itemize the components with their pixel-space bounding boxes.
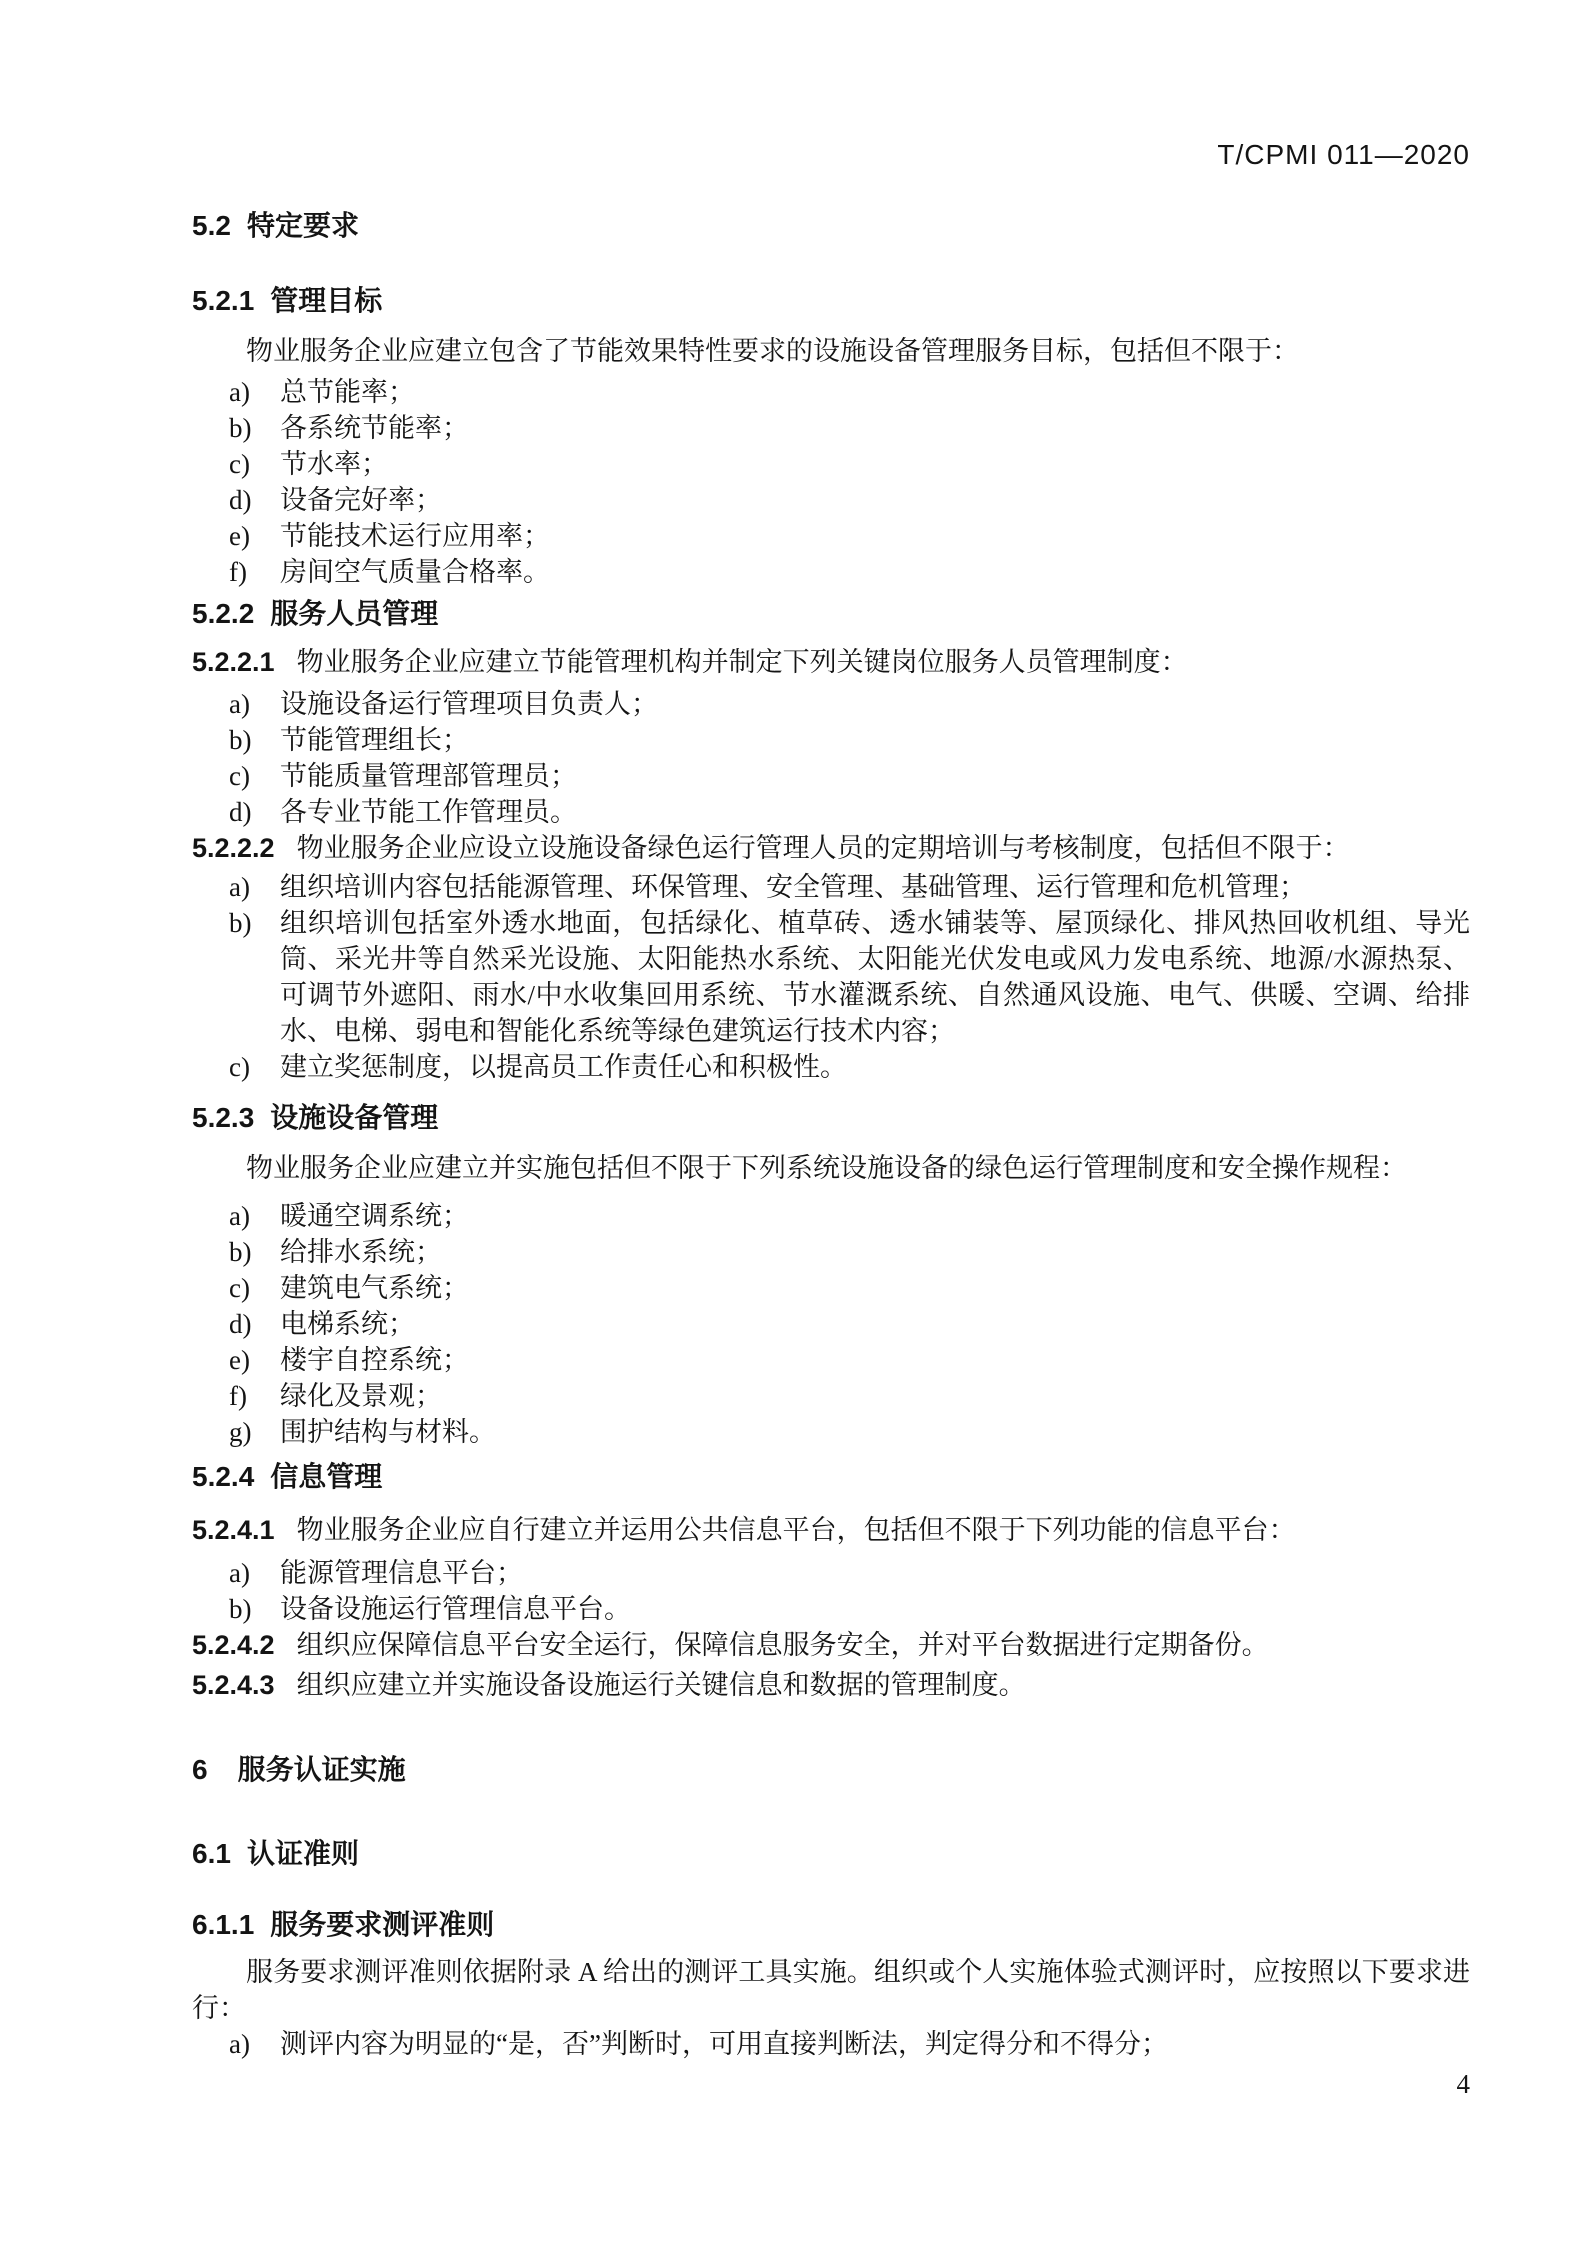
- list-item-text: 房间空气质量合格率。: [280, 557, 550, 587]
- list-item-label: b): [229, 908, 252, 938]
- list-item-label: d): [229, 797, 252, 827]
- list-item: [192, 1414, 1470, 1450]
- list-item-text: 绿化及景观；: [280, 1381, 442, 1411]
- list-item-text: 节能质量管理部管理员；: [280, 761, 577, 791]
- paragraph: 服务要求测评准则依据附录 A 给出的测评工具实施。组织或个人实施体验式测评时，应按照以下要求进行：: [192, 1957, 1470, 2023]
- section-number: 5.2.4: [192, 1461, 255, 1492]
- section-heading-6-1-1: [192, 1907, 1470, 1943]
- list-item: [192, 1049, 1470, 1085]
- list-item-text: 围护结构与材料。: [280, 1417, 496, 1447]
- list-5-2-2-1: [192, 686, 1470, 830]
- clause-5-2-2-1: [192, 644, 1470, 680]
- list-item-text: 电梯系统；: [280, 1309, 415, 1339]
- list-item-label: a): [229, 2029, 250, 2059]
- list-item: [192, 758, 1470, 794]
- list-item-label: b): [229, 1594, 252, 1624]
- list-item-text: 能源管理信息平台；: [280, 1558, 523, 1588]
- list-item-label: f): [229, 557, 247, 587]
- chapter-number: 6: [192, 1754, 208, 1785]
- list-item-label: c): [229, 761, 250, 791]
- list-item-text: 给排水系统；: [280, 1237, 442, 1267]
- list-item: [192, 722, 1470, 758]
- list-item-text: 总节能率；: [280, 377, 415, 407]
- list-item-text: 设备设施运行管理信息平台。: [280, 1594, 631, 1624]
- list-item-text: 节能管理组长；: [280, 725, 469, 755]
- section-heading-5-2-1: [192, 283, 1470, 319]
- clause-5-2-4-1: [192, 1512, 1470, 1548]
- list-item-label: a): [229, 377, 250, 407]
- list-item-label: b): [229, 725, 252, 755]
- list-item-label: d): [229, 485, 252, 515]
- clause-number: 5.2.2.1: [192, 647, 275, 677]
- list-item: [192, 554, 1470, 590]
- list-item: [192, 374, 1470, 410]
- list-5-2-3: [192, 1198, 1470, 1450]
- clause-text: 物业服务企业应建立节能管理机构并制定下列关键岗位服务人员管理制度：: [296, 647, 1188, 677]
- list-item-text: 建筑电气系统；: [280, 1273, 469, 1303]
- section-number: 5.2: [192, 210, 231, 241]
- list-5-2-2-2: [192, 869, 1470, 1085]
- list-item-label: e): [229, 521, 250, 551]
- list-item: [192, 518, 1470, 554]
- section-number: 5.2.2: [192, 598, 255, 629]
- section-title: 特定要求: [246, 210, 359, 241]
- section-title: 认证准则: [246, 1838, 359, 1869]
- page-number: 4: [1456, 2069, 1470, 2099]
- list-item-text: 节能技术运行应用率；: [280, 521, 550, 551]
- clause-text: 组织应建立并实施设备设施运行关键信息和数据的管理制度。: [296, 1670, 1026, 1700]
- list-5-2-4-1: [192, 1555, 1470, 1627]
- clause-number: 5.2.2.2: [192, 833, 275, 863]
- list-item-label: c): [229, 1273, 250, 1303]
- clause-text: 组织应保障信息平台安全运行，保障信息服务安全，并对平台数据进行定期备份。: [296, 1630, 1269, 1660]
- section-heading-5-2-3: [192, 1100, 1470, 1136]
- section-heading-5-2: [192, 208, 1470, 244]
- list-item-label: g): [229, 1417, 252, 1447]
- section-number: 5.2.1: [192, 285, 255, 316]
- list-item: [192, 1270, 1470, 1306]
- section-number: 5.2.3: [192, 1102, 255, 1133]
- list-item-label: c): [229, 1052, 250, 1082]
- section-title: 服务人员管理: [270, 598, 439, 629]
- list-item: [192, 905, 1470, 1049]
- list-item: [192, 2026, 1470, 2062]
- list-item-label: d): [229, 1309, 252, 1339]
- list-item-text: 设备完好率；: [280, 485, 442, 515]
- clause-5-2-4-2: [192, 1627, 1470, 1663]
- list-item: [192, 446, 1470, 482]
- section-title: 信息管理: [270, 1461, 383, 1492]
- list-item: [192, 869, 1470, 905]
- list-item: [192, 1306, 1470, 1342]
- list-item-text: 测评内容为明显的“是，否”判断时，可用直接判断法，判定得分和不得分；: [280, 2029, 1168, 2059]
- clause-5-2-2-2: [192, 830, 1470, 866]
- list-item: [192, 794, 1470, 830]
- list-item: [192, 1342, 1470, 1378]
- list-item-text: 各专业节能工作管理员。: [280, 797, 577, 827]
- section-title: 设施设备管理: [270, 1102, 439, 1133]
- section-heading-5-2-2: [192, 596, 1470, 632]
- list-item-label: a): [229, 1201, 250, 1231]
- section-title: 服务要求测评准则: [270, 1909, 495, 1940]
- list-item: [192, 1378, 1470, 1414]
- clause-number: 5.2.4.1: [192, 1515, 275, 1545]
- list-item-label: a): [229, 1558, 250, 1588]
- clause-text: 物业服务企业应自行建立并运用公共信息平台，包括但不限于下列功能的信息平台：: [296, 1515, 1296, 1545]
- list-item-label: f): [229, 1381, 247, 1411]
- list-item: [192, 1591, 1470, 1627]
- chapter-title: 服务认证实施: [237, 1754, 406, 1785]
- section-number: 6.1: [192, 1838, 231, 1869]
- clause-number: 5.2.4.3: [192, 1670, 275, 1700]
- list-item-text: 各系统节能率；: [280, 413, 469, 443]
- list-item: [192, 1198, 1470, 1234]
- section-number: 6.1.1: [192, 1909, 255, 1940]
- list-item-text: 组织培训内容包括能源管理、环保管理、安全管理、基础管理、运行管理和危机管理；: [280, 872, 1306, 902]
- section-title: 管理目标: [270, 285, 383, 316]
- list-item: [192, 410, 1470, 446]
- list-item-label: b): [229, 413, 252, 443]
- list-item-text: 楼宇自控系统；: [280, 1345, 469, 1375]
- list-5-2-1: [192, 374, 1470, 590]
- list-item-label: c): [229, 449, 250, 479]
- list-item: [192, 686, 1470, 722]
- clause-number: 5.2.4.2: [192, 1630, 275, 1660]
- list-item-label: a): [229, 689, 250, 719]
- list-item-label: a): [229, 872, 250, 902]
- list-item: [192, 482, 1470, 518]
- chapter-heading-6: [192, 1752, 1470, 1788]
- list-item-label: b): [229, 1237, 252, 1267]
- standard-code-header: T/CPMI 011—2020: [1217, 139, 1470, 170]
- paragraph: 物业服务企业应建立包含了节能效果特性要求的设施设备管理服务目标，包括但不限于：: [246, 336, 1299, 366]
- list-item-label: e): [229, 1345, 250, 1375]
- list-item: [192, 1555, 1470, 1591]
- list-item: [192, 1234, 1470, 1270]
- clause-5-2-4-3: [192, 1667, 1470, 1703]
- section-heading-6-1: [192, 1836, 1470, 1872]
- list-item-text: 建立奖惩制度，以提高员工作责任心和积极性。: [280, 1052, 847, 1082]
- paragraph: 物业服务企业应建立并实施包括但不限于下列系统设施设备的绿色运行管理制度和安全操作规程：: [246, 1153, 1407, 1183]
- clause-text: 物业服务企业应设立设施设备绿色运行管理人员的定期培训与考核制度，包括但不限于：: [296, 833, 1350, 863]
- list-item-text: 设施设备运行管理项目负责人；: [280, 689, 658, 719]
- section-heading-5-2-4: [192, 1459, 1470, 1495]
- list-item-text: 暖通空调系统；: [280, 1201, 469, 1231]
- list-6-1-1: [192, 2026, 1470, 2062]
- list-item-text: 组织培训包括室外透水地面，包括绿化、植草砖、透水铺装等、屋顶绿化、排风热回收机组、导光筒、采光井等自然采光设施、太阳能热水系统、太阳能光伏发电或风力发电系统、地源/水源热泵、可调节外遮阳、雨水/中水收集回用系统、节水灌溉系统、自然通风设施、电气、供暖、空调、给排水、电梯、弱电和智能化系统等绿色建筑运行技术内容；: [280, 908, 1470, 1046]
- list-item-text: 节水率；: [280, 449, 388, 479]
